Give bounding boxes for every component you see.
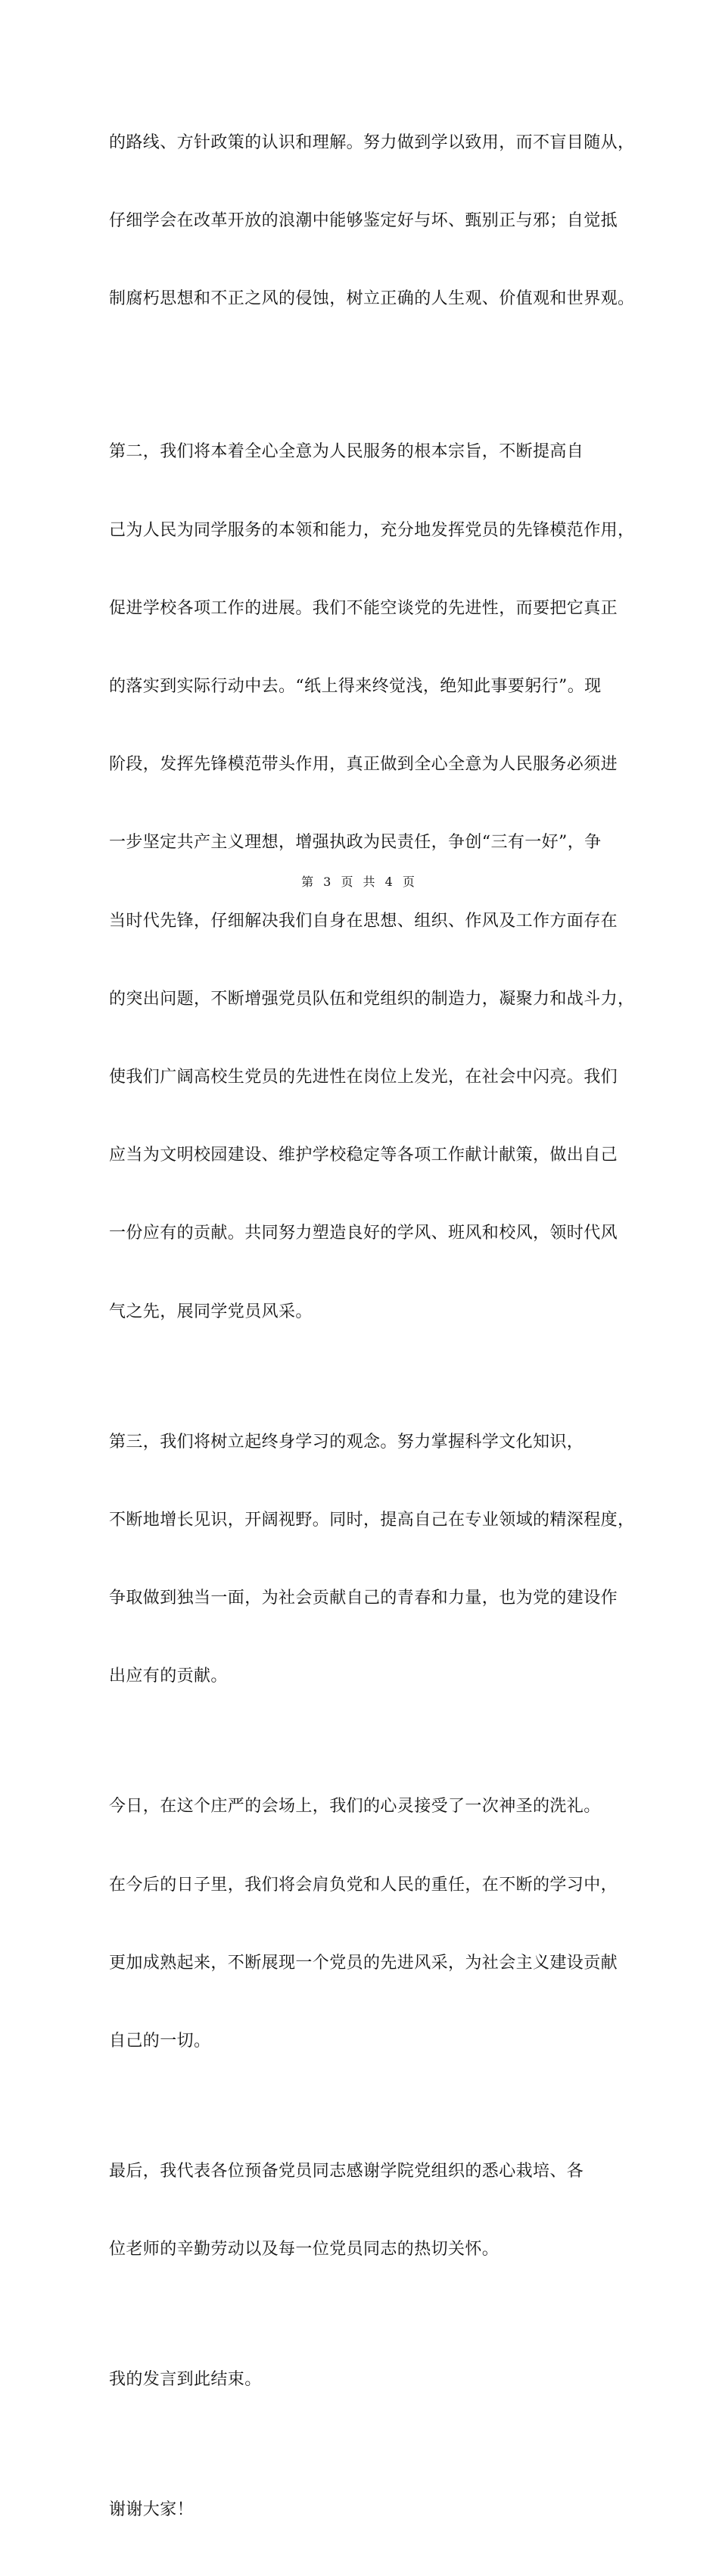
text-line: 的落实到实际行动中去。“纸上得来终觉浅，绝知此事要躬行”。现 [109, 676, 602, 696]
text-line: 当时代先锋，仔细解决我们自身在思想、组织、作风及工作方面存在 [109, 911, 618, 931]
text-line: 最后，我代表各位预备党员同志感谢学院党组织的悉心栽培、各 [109, 2162, 584, 2181]
paragraph-spacer [109, 364, 616, 387]
text-line: 争取做到独当一面，为社会贡献自己的青春和力量，也为党的建设作 [109, 1589, 618, 1608]
text-line: 第二，我们将本着全心全意为人民服务的根本宗旨，不断提高自 [109, 442, 584, 462]
text-line: 己为人民为同学服务的本领和能力，充分地发挥党员的先锋模范作用， [109, 520, 635, 540]
text-line: 一步坚定共产主义理想，增强执政为民责任，争创“三有一好”，争 [109, 833, 602, 853]
paragraph-thanks-organization [109, 2107, 616, 2315]
paragraph-continuation [109, 78, 635, 364]
text-line: 使我们广阔高校生党员的先进性在岗位上发光，在社会中闪亮。我们 [109, 1068, 618, 1087]
paragraph-thank-you [109, 2446, 616, 2576]
text-line: 位老师的辛勤劳动以及每一位党员同志的热切关怀。 [109, 2240, 500, 2259]
paragraph-third-point [109, 1377, 635, 1742]
text-line: 一份应有的贡献。共同努力塑造良好的学风、班风和校风，领时代风 [109, 1224, 618, 1243]
text-line: 今日，在这个庄严的会场上，我们的心灵接受了一次神圣的洗礼。 [109, 1797, 601, 1817]
text-line: 第三，我们将树立起终身学习的观念。努力掌握科学文化知识， [109, 1432, 584, 1452]
text-line: 气之先，展同学党员风采。 [109, 1302, 313, 1321]
paragraph-today [109, 1742, 616, 2107]
text-line: 促进学校各项工作的进展。我们不能空谈党的先进性，而要把它真正 [109, 598, 618, 618]
text-line: 仔细学会在改革开放的浪潮中能够鉴定好与坏、甄别正与邪；自觉抵 [109, 211, 618, 231]
text-line: 谢谢大家！ [109, 2500, 195, 2520]
text-line: 在今后的日子里，我们将会肩负党和人民的重任，在不断的学习中， [109, 1875, 618, 1895]
text-line: 应当为文明校园建设、维护学校稳定等各项工作献计献策，做出自己 [109, 1146, 618, 1165]
text-line: 不断地增长见识，开阔视野。同时，提高自己在专业领域的精深程度， [109, 1510, 635, 1530]
page-number-footer: 第 3 页 共 4 页 [301, 875, 418, 889]
text-line: 制腐朽思想和不正之风的侵蚀，树立正确的人生观、价值观和世界观。 [109, 289, 635, 309]
text-line: 阶段，发挥先锋模范带头作用，真正做到全心全意为人民服务必须进 [109, 755, 618, 775]
text-line: 更加成熟起来，不断展现一个党员的先进风采，为社会主义建设贡献 [109, 1953, 618, 1973]
paragraph-closing [109, 2316, 616, 2446]
text-line: 自己的一切。 [109, 2032, 211, 2051]
text-line: 出应有的贡献。 [109, 1667, 228, 1686]
text-line: 我的发言到此结束。 [109, 2370, 262, 2390]
text-line: 的突出问题，不断增强党员队伍和党组织的制造力，凝聚力和战斗力， [109, 989, 635, 1009]
text-line: 的路线、方针政策的认识和理解。努力做到学以致用，而不盲目随从， [109, 133, 635, 152]
document-body [109, 78, 635, 2576]
